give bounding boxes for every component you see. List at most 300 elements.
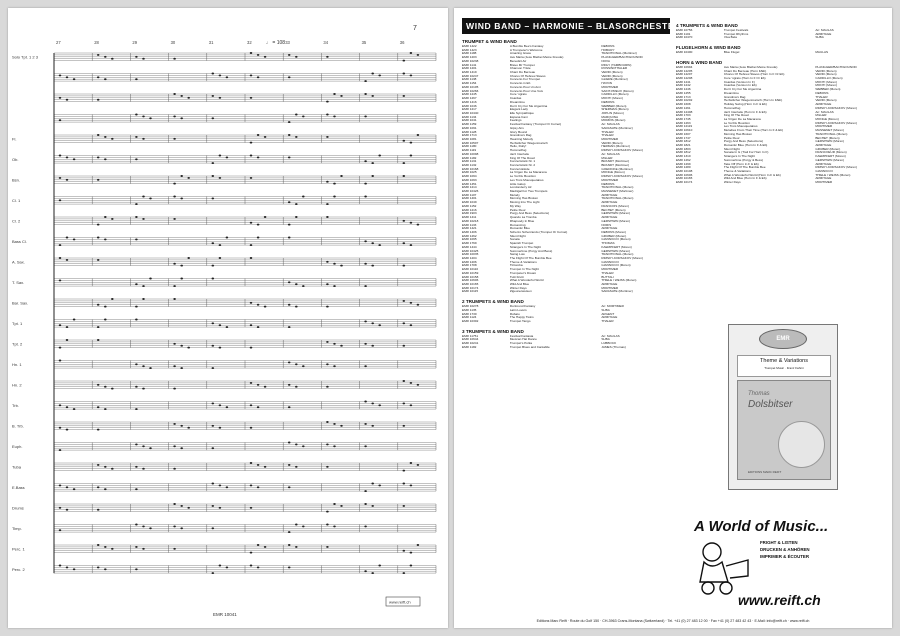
note [371,175,374,177]
note [364,570,367,572]
entry-code: EMR 1132 [462,164,477,167]
note [403,73,406,75]
note [149,117,152,119]
entry-title: Trumpeter's Dream [509,271,537,275]
entry-title: Concerto Pour Une Voix [509,89,544,93]
entry-code: EMR 12208 [676,77,693,81]
entry-composer: TRADITIONAL (Moren) [601,186,634,190]
note [250,52,253,54]
note [212,345,215,347]
catalogue-entry [462,346,670,350]
note [142,196,145,198]
note [288,134,291,136]
entry-code: EMR 10165 [676,177,693,181]
note [142,468,145,470]
note [212,162,215,164]
note [333,183,336,185]
entry-code: EMR 10105 [462,85,479,89]
entry-composer: MORTIMER [601,178,619,182]
catalogue-entry [462,320,670,324]
note [410,324,413,326]
entry-title: Chanson Triste [509,67,531,71]
entry-title: Little Galop [509,182,526,186]
note [295,386,298,388]
note [219,565,222,567]
entry-title: Romantic Blue (Horn In F & Eb) [723,143,768,147]
note [333,343,336,345]
note [73,568,76,570]
note [264,466,267,468]
entry-code: EMR 10158 [462,275,479,279]
entry-code: EMR 1422 [462,45,477,48]
note [142,388,145,390]
cd-title: Theme & Variations [760,358,808,364]
entry-title: Swing Low [509,253,525,257]
entry-title: Londonderry Air [509,186,532,190]
section-title: HORN & WIND BAND [676,59,723,65]
entry-code: EMR 10994 [676,65,693,69]
entry-title: King Of The Road [723,114,749,118]
entry-code: EMR 1713 [676,95,691,99]
entry-title: Wild And Blue (Horn In F & Eb) [723,177,767,181]
note [135,283,138,285]
note [417,54,420,56]
note [371,322,374,324]
entry-code: EMR 1730 [462,312,477,316]
note [66,339,69,341]
staff [54,73,436,83]
note [403,242,406,244]
entry-composer: MAULAS [815,51,829,55]
entry-code: EMR 10165 [462,283,479,286]
entry-code: EMR 1180 [462,145,477,149]
entry-code: EMR 1154 [462,82,477,86]
note [364,320,367,322]
staff [12,257,436,267]
staff [12,339,436,349]
staff [12,565,436,575]
score-stamp [386,597,420,606]
staff-label: Hn. 2 [12,382,22,388]
entry-title: Herbstlicher Wiegenmarsch [509,141,548,145]
note [364,365,367,367]
entry-composer: MONTI (Moren) [815,84,837,88]
note [226,486,229,488]
note [73,158,76,160]
note [135,386,138,388]
entry-title: Hummelflug [723,106,741,110]
note [371,572,374,574]
entry-title: Latin Lovers [509,308,527,312]
note [264,136,267,138]
note [371,483,374,485]
entry-code: EMR 10174 [676,181,693,185]
entry-title: Feelings [509,119,522,123]
staff [12,237,436,247]
note [364,80,367,82]
entry-title: Trumpet Festivals [723,29,749,32]
note [97,179,100,181]
note [250,404,253,406]
note [403,505,406,507]
staff [12,462,436,472]
entry-title: Melodies From Their Time (Horn In F & Eb) [723,129,784,133]
note [226,237,229,239]
entry-title: Csardas [509,97,522,101]
entry-composer: GERSHWIN (Moren) [815,140,845,144]
entry-composer: KAEMPFERT (Moren) [815,155,846,159]
staff-label: Euph. [12,444,23,449]
entry-composer: GIANNICCO (Moren) [601,238,631,242]
entry-code: EMR 1206 [462,260,477,264]
entry-composer: MORTIMER [601,268,619,272]
note [135,488,138,490]
note [142,58,145,60]
note [149,447,152,449]
note [59,199,62,201]
note [173,93,176,95]
note [180,117,183,119]
note [66,179,69,181]
entry-composer: BECHET (Moren) [815,136,840,140]
entry-composer: GLIERE (Mortimer) [601,78,628,82]
note [135,466,138,468]
entry-title: Elegant Lady [509,108,528,112]
entry-composer: LUBBOCK [601,342,617,346]
ad-url[interactable]: www.reift.ch [738,592,821,608]
entry-code: EMR 1046 [462,104,477,108]
note [97,134,100,136]
note [250,302,253,304]
note [326,216,329,218]
note [219,404,222,406]
note [257,237,260,239]
entry-composer: BRANDT (Mortimer) [601,160,630,164]
note [295,306,298,308]
note [326,524,329,526]
note [295,363,298,365]
entry-title: Les Trois Mousquetaires [723,125,758,129]
note [180,367,183,369]
entry-composer: VERDI (Moren) [815,73,837,77]
note [59,507,62,509]
note [187,97,190,99]
tempo-marking: ♩ = 108 [266,40,286,46]
note [288,76,291,78]
entry-title: Don't Cry For Me Argentina [723,88,762,92]
note [212,527,215,529]
entry-code: EMR 12207 [676,73,693,77]
entry-code: EMR 1203 [462,56,477,60]
note [104,56,107,58]
score-footer-code: EMR 10041 [213,612,237,617]
entry-code: EMR 1255 [676,91,691,95]
entry-title: The Flight Of The Bumble Bee [509,256,552,260]
note [410,404,413,406]
catalogue-footer: Editions Marc Reift · Route du Golf 150 · CH-3963 Crans-Montana (Switzerland) · Tel. +41 (0) 27 483 12 00 · Fax +41 (0) 27 483 42 43 · E-Mail: info@reift.ch · www.reift.ch [536,619,810,623]
note [66,566,69,568]
staff-label: B. Trb. [12,423,24,429]
note [135,546,138,548]
note [180,197,183,199]
note [403,470,406,472]
section-title: 3 TRUMPETS & WIND BAND [462,328,524,334]
entry-code: EMR 10115 [462,290,479,294]
entry-composer: CARDILLO (Moren) [815,77,843,81]
entry-title: Blue Flugel [723,51,740,55]
ad-slogan-line1: FRIGHT & LISTEN [760,540,798,545]
staff-label: Bass Cl. [12,239,27,244]
entry-composer: NORIS [601,223,612,227]
staff-label: Cl. 2 [12,218,21,224]
entry-title: Elle Sympathique [509,111,534,115]
note [264,56,267,58]
note [219,177,222,179]
note [302,525,305,527]
entry-title: Ave Maria (Jesu Bleibet Meine Freude) [723,65,778,69]
note [264,386,267,388]
entry-title: Festival Fantasy (Trumpet Or Cornet) [509,123,562,127]
section-title: FLUGELHORN & WIND BAND [676,45,741,51]
cd-cover [728,324,838,490]
note [104,466,107,468]
entry-composer: Arr. MAULAS [601,152,620,156]
note [340,425,343,427]
note [403,300,406,302]
entry-composer: ROSSINI/THALER [601,67,628,71]
note [250,97,253,99]
note [333,365,336,367]
note [326,341,329,343]
note [212,425,215,427]
staff [12,216,436,226]
note [135,238,138,240]
note [187,427,190,429]
entry-title: Petite Fleur [723,136,740,140]
entry-code: EMR 1138 [462,78,477,82]
note [135,443,138,445]
note [417,304,420,306]
measure-number: 36 [399,40,405,45]
note [66,99,69,101]
note [135,114,138,116]
note [97,237,100,239]
note [173,183,176,185]
note [173,423,176,425]
stamp-text: www.reift.ch [389,599,411,605]
note [180,505,183,507]
note [410,484,413,486]
entry-code: EMR 10202 [676,99,693,103]
note [219,484,222,486]
staff [12,319,436,329]
entry-composer: Arr. MAULAS [601,123,620,127]
entry-composer: ARMITAGE [815,32,832,36]
staff [12,196,436,206]
note [219,427,222,429]
note [410,74,413,76]
entry-title: La Virgen De La Macarena [723,117,761,121]
entry-title: Jazz Interlude [509,152,530,156]
note [180,265,183,267]
staff [12,155,436,165]
entry-composer: Arr. MAULAS [815,110,834,114]
note [104,238,107,240]
note [111,468,114,470]
entry-composer: RIDLY (TAMBOURIN) [601,63,632,67]
note [212,95,215,97]
entry-title: Konzert-Etüde [509,167,530,171]
staff-label: Timp. [12,526,22,531]
note [66,259,69,261]
entry-code: EMR 10400 [676,51,693,55]
entry-code: EMR 10218 [462,219,479,223]
note [364,525,367,527]
note [97,406,100,408]
note [142,445,145,447]
note [410,142,413,144]
note [135,136,138,138]
note [59,177,62,179]
note [212,322,215,324]
note [187,177,190,179]
note [219,97,222,99]
entry-code: EMR 10278 [462,305,479,309]
entry-title: Concerto For Trumpet [509,78,541,82]
note [66,406,69,408]
staff [12,380,436,390]
staff-label: Tpt. 1 [12,321,23,326]
staff-label: Tuba [12,464,21,470]
entry-code: EMR 1406 [462,230,477,234]
entry-code: EMR 1188 [462,52,477,56]
note [333,423,336,425]
staff-label: A. Sax. [12,259,25,265]
note [326,466,329,468]
entry-title: Dreamtime [723,91,739,95]
note [288,201,291,203]
note [403,402,406,404]
entry-composer: CARDILLO (Moren) [601,93,629,97]
note [59,155,62,157]
note [340,95,343,97]
note [364,93,367,95]
note [295,283,298,285]
entry-composer: HERMAN (Mortimer) [601,145,630,149]
entry-composer: ARMITAGE [601,216,618,220]
note [66,326,69,328]
entry-title: Chorus Of Hebrew Slaves (Horn In F Or Eb) [723,73,785,77]
note [59,484,62,486]
note [326,421,329,423]
note [187,257,190,259]
note [403,265,406,267]
entry-code: EMR 1803 [676,147,691,151]
note [135,363,138,365]
measure-number: 30 [170,40,176,45]
measure-number: 34 [323,40,329,45]
note [149,278,152,280]
note [326,114,329,116]
note [111,548,114,550]
note [326,203,329,205]
entry-title: The Happy Twins [509,316,534,320]
entry-code: EMR 10507 [462,141,479,145]
entry-code: EMR 1812 [676,140,691,144]
note [410,52,413,54]
entry-title: Strangers In The Night [509,245,541,249]
note [417,384,420,386]
entry-title: Madrigal For Two Trumpets [509,190,548,194]
staff [12,442,436,452]
note [173,548,176,550]
entry-code: EMR 1242 [676,84,691,88]
note [97,486,100,488]
entry-title: Ave Maria (Jesu Bleibet Meine Freude) [509,56,564,60]
note [135,524,138,526]
entry-composer: DEBONS [815,91,829,95]
note [326,136,329,138]
note [173,218,176,220]
entry-composer: GERSHWIN (Moren) [601,212,631,216]
staff-label: Bsn. [12,177,21,183]
note [250,484,253,486]
note [250,347,253,349]
note [97,156,100,158]
entry-composer: MILLER [601,156,613,160]
entry-code: EMR 1091 [462,126,477,130]
entry-title: Sonata In G (Trail For Horn In F) [723,151,769,155]
note [173,196,176,198]
entry-title: Silent Night [509,234,526,238]
entry-title: Porgy And Bess (Selections) [723,140,764,144]
note [410,462,413,464]
entry-code: EMR 10440 [462,111,479,115]
staff-label: Cl. 1 [12,198,21,203]
entry-title: Jazz Interlude (Horn In F & Eb) [723,110,767,114]
note [333,196,336,198]
note [250,257,253,259]
note [295,466,298,468]
note [250,427,253,429]
entry-composer: JOPLIN (Moren) [601,111,624,115]
entry-code: EMR 1134 [462,115,477,119]
entry-title: Theme & Variations [723,170,751,173]
entry-composer: ARMITAGE [601,201,618,205]
note [257,326,260,328]
note [250,462,253,464]
note [219,244,222,246]
entry-code: EMR 12205 [676,69,693,73]
section-title: 4 TRUMPETS & WIND BAND [676,23,738,28]
entry-code: EMR 1401 [462,197,477,201]
entry-code: EMR 1094 [462,175,477,179]
note [180,95,183,97]
note [173,503,176,505]
note [212,278,215,280]
note [104,306,107,308]
entry-code: EMR 10606 [462,279,479,283]
entry-title: Haunting Melody [509,137,534,141]
note [104,488,107,490]
measure-number: 31 [208,40,214,45]
entry-composer: VERDI (Moren) [601,141,623,145]
catalogue-column-left [462,18,681,350]
entry-title: Dortmund Fantasy [509,305,536,309]
note [333,445,336,447]
note [111,218,114,220]
entry-code: EMR 10035 [462,253,479,257]
